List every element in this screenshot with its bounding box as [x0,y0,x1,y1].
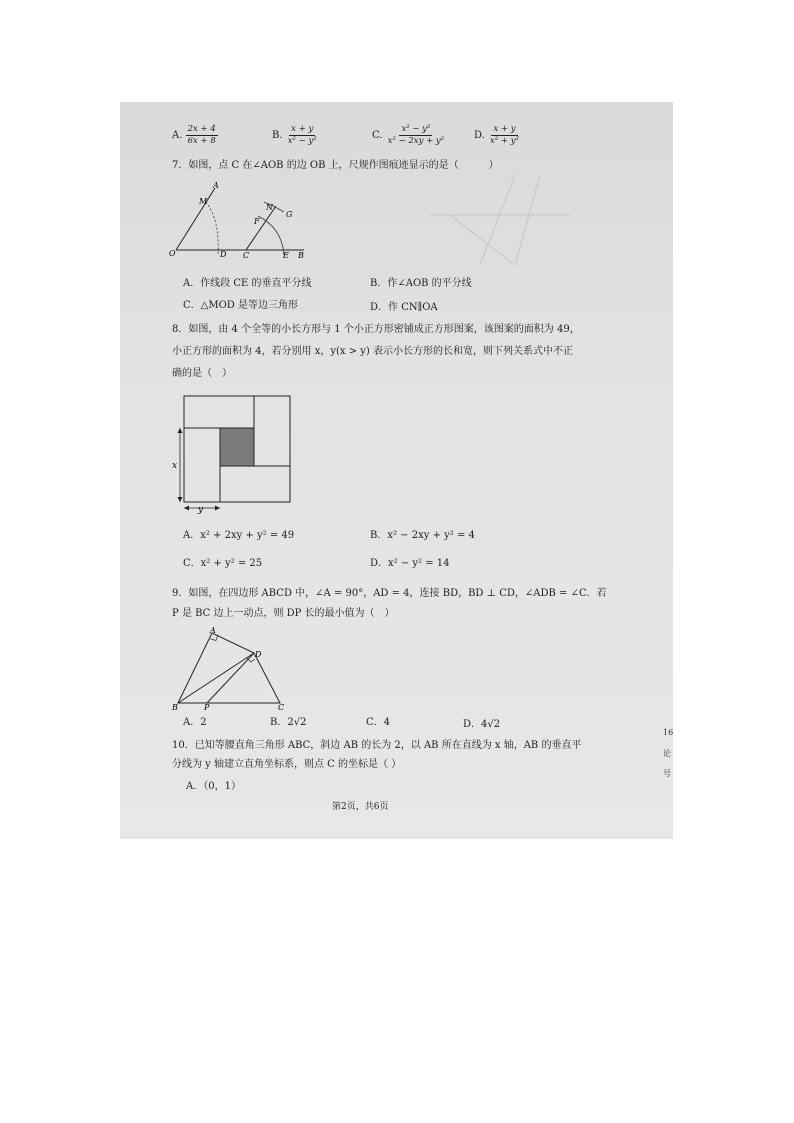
q8-label-y: y [198,505,204,515]
q7-option-c: C．△MOD 是等边三角形 [183,300,298,311]
right-margin-fragment-3: 号 [663,769,671,778]
q8-option-c: C．x² + y² = 25 [183,558,263,569]
q6-option-c: C. $\frac{\text{x² − y²}}{\text{x² − 2xy + y²}}$ [372,124,445,146]
q8-option-d: D．x² − y² = 14 [370,558,450,569]
q9-label-d: D [255,650,262,659]
bleed-through-figure [420,170,580,280]
q10-option-a: A．（0，1） [186,781,241,792]
q9-stem-line1: 9．如图，在四边形 ABCD 中，∠A = 90°，AD = 4，连接 BD，BD ⊥ CD，∠ADB = ∠C．若 [172,588,607,599]
q7-label-e: E [283,251,289,260]
q8-figure [168,392,296,518]
q7-label-g: G [286,210,293,219]
q7-option-d: D．作 CN∥OA [370,302,438,313]
q8-label-x: x [172,461,178,471]
q7-figure [168,180,318,260]
q7-label-m: M [199,197,208,206]
scanned-page-photo [120,102,673,839]
q9-stem-line2: P 是 BC 边上一动点，则 DP 长的最小值为（ ） [172,608,395,619]
q7-label-o: O [169,249,176,258]
q6-option-b: B. $\frac{x + y}{\text{x² − y²}}$ [272,124,317,146]
q7-label-f: F [254,217,260,226]
q9-option-a: A．2 [183,717,207,728]
q10-stem-line2: 分线为 y 轴建立直角坐标系，则点 C 的坐标是（ ） [172,759,402,770]
q9-label-c: C [278,703,285,712]
q7-option-b: B．作∠AOB 的平分线 [370,278,472,289]
right-margin-fragment-2: 论 [663,749,671,758]
q9-label-p: P [204,703,210,712]
q8-stem-line2: 小正方形的面积为 4，若分别用 x，y(x > y) 表示小长方形的长和宽，则下列关系式中不正 [172,346,574,357]
q9-label-a: A [210,627,216,635]
q8-option-b: B．x² − 2xy + y² = 4 [370,530,475,541]
q9-option-c: C．4 [366,717,391,728]
q7-label-b: B [298,251,304,260]
q9-figure [170,627,315,712]
q8-stem-line3: 确的是（ ） [172,368,232,379]
q7-label-a: A [213,181,219,190]
q6-option-d: D. $\frac{x + y}{\text{x² + y²}}$ [474,124,519,146]
q8-stem-line1: 8．如图，由 4 个全等的小长方形与 1 个小正方形密铺成正方形图案，该图案的面积为 49， [172,324,580,335]
q10-stem-line1: 10．已知等腰直角三角形 ABC，斜边 AB 的长为 2，以 AB 所在直线为 x 轴，AB 的垂直平 [172,740,582,751]
right-margin-fragment-1: 16 [663,728,674,737]
q9-option-b: B．2√2 [270,717,307,728]
q7-option-a: A．作线段 CE 的垂直平分线 [183,278,312,289]
page-footer: 第2页，共6页 [332,802,389,812]
q6-option-a: A. $\frac{2x + 4}{6x + 8}$ [172,124,216,146]
q7-label-c: C [243,251,250,260]
q9-label-b: B [172,703,178,712]
q9-option-d: D．4√2 [463,719,501,730]
q7-label-d: D [220,250,227,259]
q7-label-n: N [266,203,273,212]
q8-option-a: A．x² + 2xy + y² = 49 [183,530,295,541]
q7-stem: 7．如图，点 C 在∠AOB 的边 OB 上，尺规作图痕迹显示的是（ ） [172,160,499,171]
